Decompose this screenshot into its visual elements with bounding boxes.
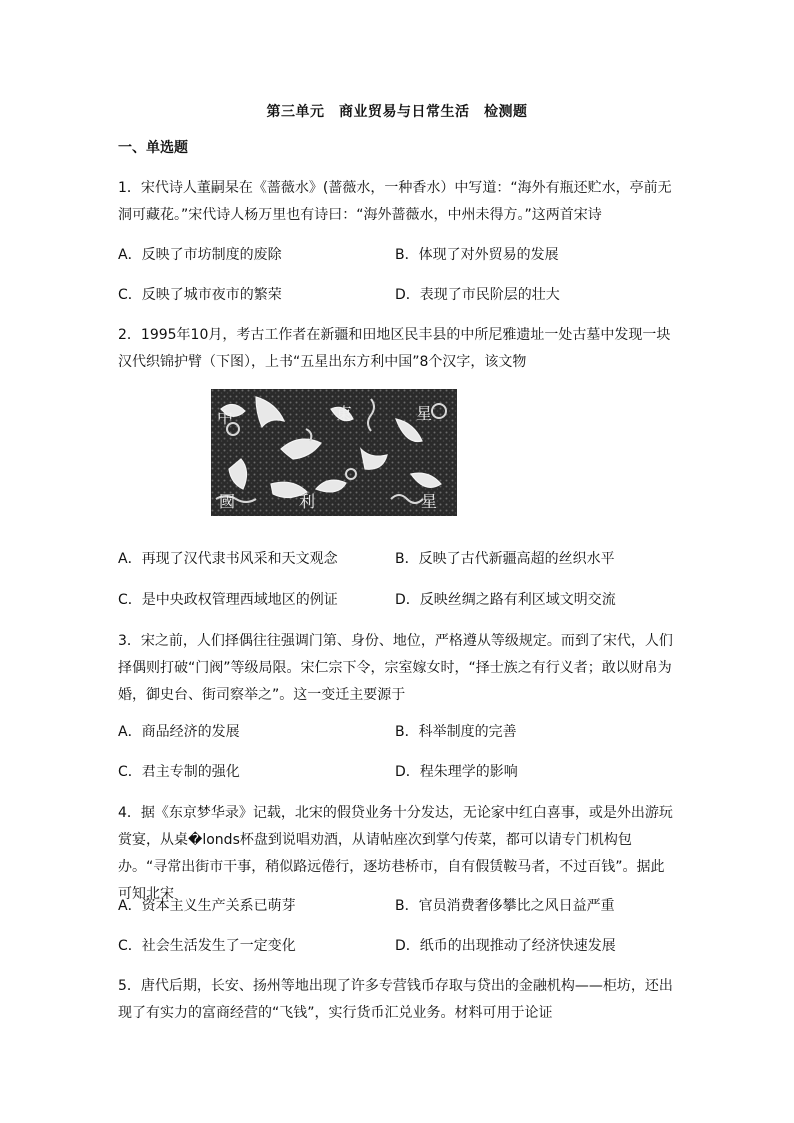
- question-3-option-d[interactable]: D．程朱理学的影响: [395, 764, 518, 780]
- section-heading: 一、单选题: [118, 140, 188, 156]
- question-4-option-b[interactable]: B．官员消费奢侈攀比之风日益严重: [395, 898, 615, 914]
- question-1-text: 1．宋代诗人董嗣杲在《蔷薇水》(蔷薇水，一种香水）中写道：“海外有瓶还贮水，亭前无洞可藏花。”宋代诗人杨万里也有诗曰：“海外蔷薇水，中州未得方。”这两首宋诗: [118, 180, 672, 223]
- question-1-option-c[interactable]: C．反映了城市夜市的繁荣: [118, 287, 282, 303]
- question-2-option-b[interactable]: B．反映了古代新疆高超的丝织水平: [395, 551, 615, 567]
- question-3-text: 3．宋之前，人们择偶往往强调门第、身份、地位，严格遵从等级规定。而到了宋代，人们择偶则打破“门阀”等级局限。宋仁宗下令，宗室嫁女时，“择士族之有行义者；敢以财帛为婚，御史台、街司察举之”。这一变迁主要源于: [118, 633, 673, 703]
- question-1-option-b[interactable]: B．体现了对外贸易的发展: [395, 247, 559, 263]
- question-2-option-a[interactable]: A．再现了汉代隶书风采和天文观念: [118, 551, 338, 567]
- question-3-option-c[interactable]: C．君主专制的强化: [118, 764, 240, 780]
- question-4-option-c[interactable]: C．社会生活发生了一定变化: [118, 938, 296, 954]
- question-2-text: 2．1995年10月，考古工作者在新疆和田地区民丰县的中所尼雅遗址一处古墓中发现一块汉代织锦护臂（下图），上书“五星出东方利中国”8个汉字，该文物: [118, 327, 671, 370]
- question-3-option-a[interactable]: A．商品经济的发展: [118, 724, 240, 740]
- svg-text:星: 星: [421, 492, 438, 511]
- svg-text:國: 國: [219, 492, 236, 511]
- question-2-option-d[interactable]: D．反映丝绸之路有利区域文明交流: [395, 592, 616, 608]
- question-5-text: 5．唐代后期，长安、扬州等地出现了许多专营钱币存取与贷出的金融机构——柜坊，还出现了有实力的富商经营的“飞钱”，实行货币汇兑业务。材料可用于论证: [118, 978, 673, 1021]
- question-3-option-b[interactable]: B．科举制度的完善: [395, 724, 517, 740]
- brocade-armguard-image: [211, 389, 457, 516]
- question-4-option-a[interactable]: A．资本主义生产关系已萌芽: [118, 898, 296, 914]
- question-1-option-d[interactable]: D．表现了市民阶层的壮大: [395, 287, 560, 303]
- document-title: 第三单元 商业贸易与日常生活 检测题: [266, 104, 528, 120]
- question-4-option-d[interactable]: D．纸币的出现推动了经济快速发展: [395, 938, 616, 954]
- question-1-option-a[interactable]: A．反映了市坊制度的废除: [118, 247, 282, 263]
- svg-text:中: 中: [217, 408, 234, 427]
- svg-text:星: 星: [416, 404, 433, 423]
- question-4-text: 4．据《东京梦华录》记载，北宋的假贷业务十分发达，无论家中红白喜事，或是外出游玩赏宴，从桌�londs杯盘到说唱劝酒，从请帖座次到掌勺传菜，都可以请专门机构包办。“寻常出街市干事，稍似路远倦行，逐坊巷桥市，自有假赁鞍马者，不过百钱”。据此可知北宋: [118, 805, 673, 902]
- svg-text:利: 利: [299, 492, 316, 511]
- question-2-option-c[interactable]: C．是中央政权管理西域地区的例证: [118, 592, 338, 608]
- svg-text:東: 東: [336, 404, 353, 423]
